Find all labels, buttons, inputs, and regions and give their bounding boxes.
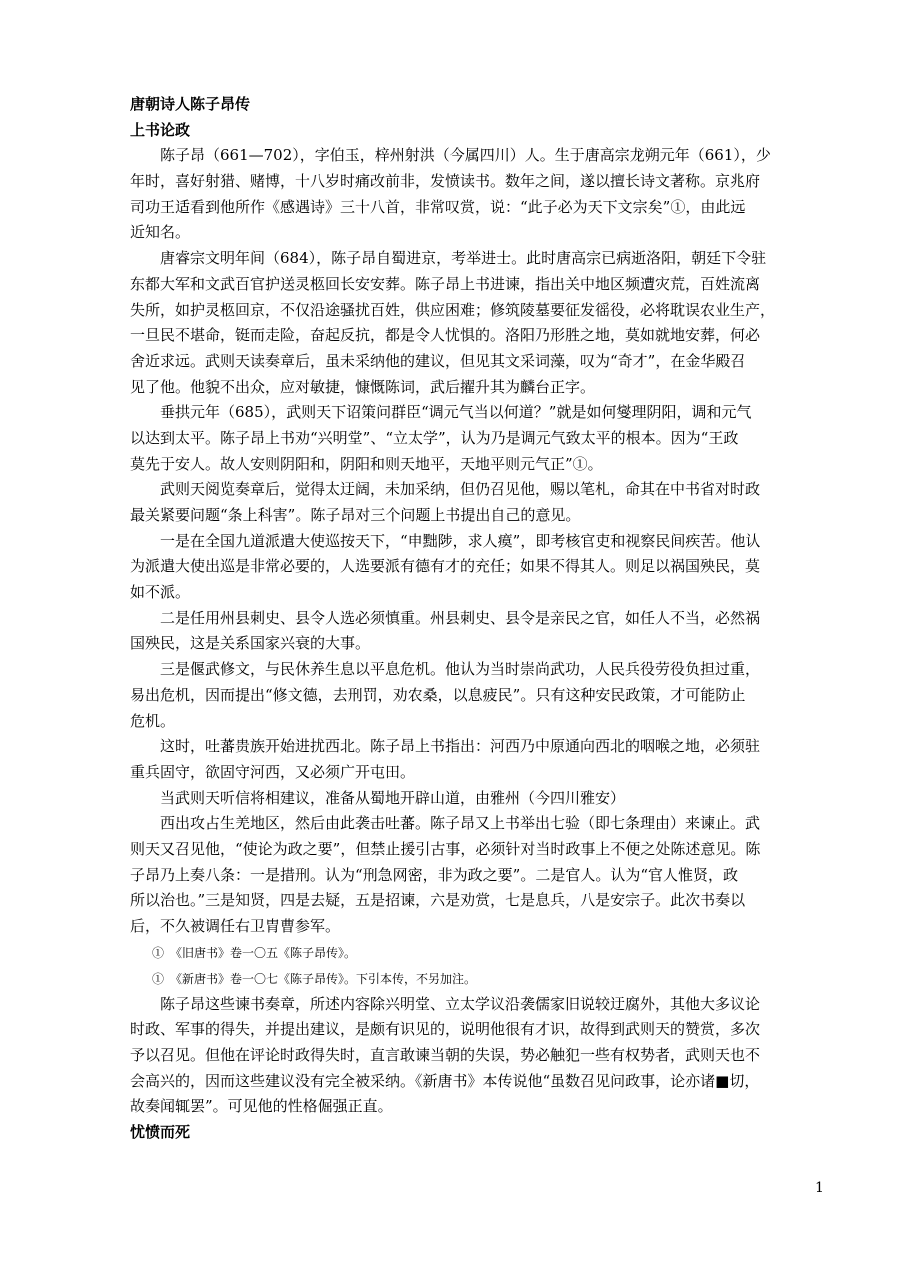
text-line: 后，不久被调任右卫胄曹参军。 bbox=[130, 917, 341, 935]
text-line: 危机。 bbox=[130, 711, 176, 730]
paragraph bbox=[130, 606, 830, 657]
text-line: 失所，如护灵柩回京，不仅沿途骚扰百姓，供应困难；修筑陵墓要征发徭役，必将耽误农业生产， bbox=[130, 300, 776, 319]
text-line: 唐睿宗文明年间（684），陈子昂自蜀进京，考举进士。此时唐高宗已病逝洛阳，朝廷下令驻 bbox=[130, 249, 767, 268]
text-line: 见了他。他貌不出众，应对敏捷，慷慨陈词，武后擢升其为麟台正字。 bbox=[130, 377, 596, 396]
text-line: 舍近求远。武则天读奏章后，虽未采纳他的建议，但见其文采词藻，叹为“奇才”，在金华殿召 bbox=[130, 351, 746, 370]
text-line: 垂拱元年（685），武则天下诏策问群臣“调元气当以何道？”就是如何燮理阴阳，调和元气 bbox=[130, 403, 752, 422]
document-title: 唐朝诗人陈子昂传 bbox=[130, 95, 251, 113]
text-line: 一旦民不堪命，铤而走险，奋起反抗，都是令人忧惧的。洛阳乃形胜之地，莫如就地安葬，何必 bbox=[130, 326, 761, 345]
text-line: 会高兴的，因而这些建议没有完全被采纳。《新唐书》本传说他“虽数召见问政事，论亦诸■切， bbox=[130, 1071, 760, 1090]
text-line: 一是在全国九道派遣大使巡按天下，“申黜陟，求人瘼”，即考核官吏和视察民间疾苦。他认 bbox=[130, 531, 761, 550]
text-line: 故奏闻辄罢”。可见他的性格倔强正直。 bbox=[130, 1097, 393, 1116]
text-line: 为派遣大使出巡是非常必要的，人选要派有德有才的充任；如果不得其人。则足以祸国殃民，莫 bbox=[130, 557, 761, 576]
paragraph bbox=[130, 143, 830, 246]
text-line: 所以治也。”三是知贤，四是去疑，五是招谏，六是劝赏，七是息兵，八是安宗子。此次书奏以 bbox=[130, 891, 746, 910]
text-line: 莫先于安人。故人安则阴阳和，阴阳和则天地平，天地平则元气正”①。 bbox=[130, 454, 603, 473]
text-line: 重兵固守，欲固守河西，又必须广开屯田。 bbox=[130, 762, 416, 781]
paragraph bbox=[130, 400, 830, 477]
paragraph bbox=[130, 811, 830, 939]
paragraph bbox=[130, 734, 830, 785]
text-line: 司功王适看到他所作《感遇诗》三十八首，非常叹赏，说：“此子必为天下文宗矣”①，由此远 bbox=[130, 197, 746, 216]
text-line: 陈子昂这些谏书奏章，所述内容除兴明堂、立太学议沿袭儒家旧说较迂腐外，其他大多议论 bbox=[130, 994, 761, 1013]
footnotes bbox=[130, 940, 830, 992]
text-line: 如不派。 bbox=[130, 583, 191, 602]
text-line: 年时，喜好射猎、赌博，十八岁时痛改前非，发愤读书。数年之间，遂以擅长诗文著称。京兆府 bbox=[130, 172, 761, 191]
text-line: 最关紧要问题“条上科害”。陈子昂对三个问题上书提出自己的意见。 bbox=[130, 506, 581, 524]
text-line: 东都大军和文武百官护送灵柩回长安安葬。陈子昂上书进谏，指出关中地区频遭灾荒，百姓流离 bbox=[130, 274, 761, 293]
footnote: ① 《新唐书》卷一〇七《陈子昂传》。下引本传，不另加注。 bbox=[152, 971, 477, 986]
text-line: 陈子昂（661—702），字伯玉，梓州射洪（今属四川）人。生于唐高宗龙朔元年（661），少 bbox=[130, 146, 771, 165]
text-line: 这时，吐蕃贵族开始进扰西北。陈子昂上书指出：河西乃中原通向西北的咽喉之地，必须驻 bbox=[130, 737, 761, 756]
paragraph bbox=[130, 477, 830, 528]
text-line: 予以召见。但他在评论时政得失时，直言敢谏当朝的失误，势必触犯一些有权势者，武则天也不 bbox=[130, 1046, 761, 1065]
paragraph bbox=[130, 786, 830, 812]
text-line: 近知名。 bbox=[130, 223, 191, 242]
text-line: 二是任用州县刺史、县令人选必须慎重。州县刺史、县令是亲民之官，如任人不当，必然祸 bbox=[130, 608, 761, 627]
text-line: 以达到太平。陈子昂上书劝“兴明堂”、“立太学”，认为乃是调元气致太平的根本。因为“王政 bbox=[130, 428, 739, 447]
text-line: 易出危机，因而提出“修文德，去刑罚，劝农桑，以息疲民”。只有这种安民政策，才可能防止 bbox=[130, 685, 746, 704]
document-body bbox=[130, 92, 830, 1146]
text-line: 当武则天听信将相建议，准备从蜀地开辟山道，由雅州（今四川雅安） bbox=[130, 788, 626, 807]
text-line: 子昂乃上奏八条：一是措刑。认为“刑急网密，非为政之要”。二是官人。认为“官人惟贤，政 bbox=[130, 865, 739, 884]
text-line: 则天又召见他，“使论为政之要”，但禁止援引古事，必须针对当时政事上不便之处陈述意见。陈 bbox=[130, 839, 761, 858]
paragraph bbox=[130, 657, 830, 734]
paragraph bbox=[130, 529, 830, 606]
paragraph bbox=[130, 246, 830, 400]
text-line: 时政、军事的得失，并提出建议，是颇有识见的，说明他很有才识，故得到武则天的赞赏，多次 bbox=[130, 1020, 761, 1039]
text-line: 西出攻占生羌地区，然后由此袭击吐蕃。陈子昂又上书举出七验（即七条理由）来谏止。武 bbox=[130, 814, 761, 833]
page-number: 1 bbox=[815, 1180, 824, 1196]
section-heading: 忧愤而死 bbox=[130, 1123, 191, 1142]
section-heading: 上书论政 bbox=[130, 120, 191, 139]
paragraph bbox=[130, 992, 830, 1120]
text-line: 三是偃武修文，与民休养生息以平息危机。他认为当时崇尚武功，人民兵役劳役负担过重， bbox=[130, 660, 761, 679]
text-line: 武则天阅览奏章后，觉得太迂阔，未加采纳，但仍召见他，赐以笔札，命其在中书省对时政 bbox=[130, 480, 761, 499]
footnote: ① 《旧唐书》卷一〇五《陈子昂传》。 bbox=[152, 945, 357, 960]
text-line: 国殃民，这是关系国家兴衰的大事。 bbox=[130, 634, 371, 653]
